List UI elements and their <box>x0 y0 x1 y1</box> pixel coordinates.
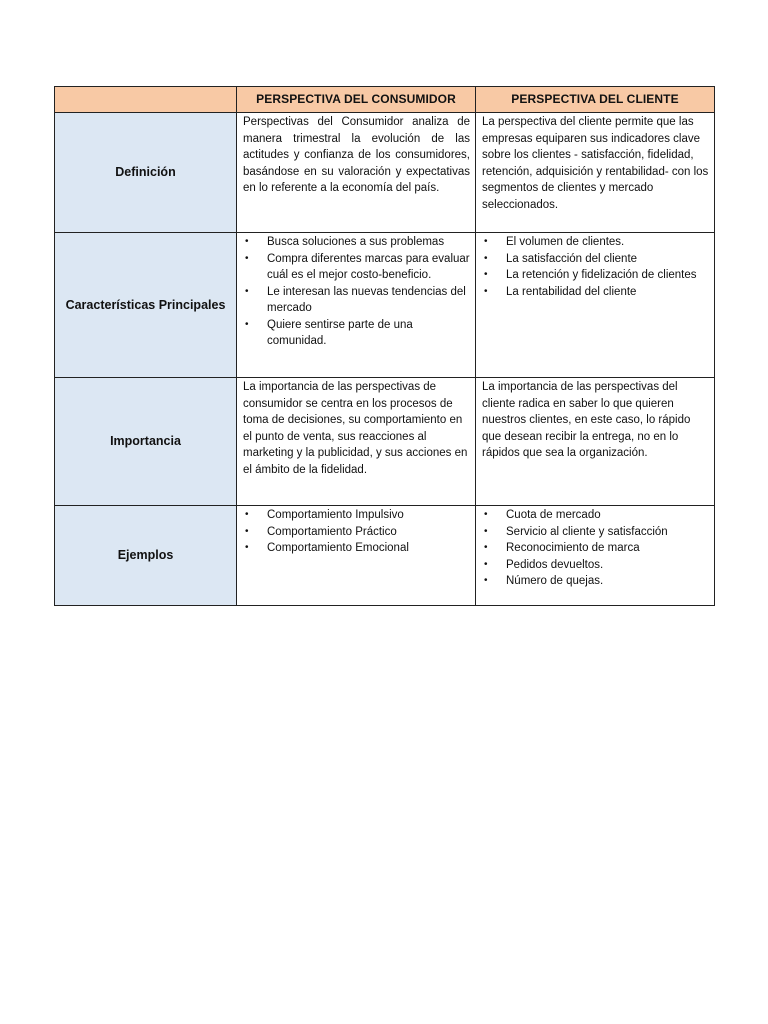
importancia-cliente-text: La importancia de las perspectivas del cliente radica en saber lo que quieren nuestros clientes, en este caso, lo rápido que desean recibir la entrega, no en lo rápidos que sea la organización. <box>482 381 691 459</box>
bullet-icon: • <box>484 525 488 537</box>
list-item-text: Reconocimiento de marca <box>506 542 640 554</box>
header-cliente: PERSPECTIVA DEL CLIENTE <box>476 87 715 113</box>
list-item <box>482 573 710 590</box>
bullet-icon: • <box>484 285 488 297</box>
definicion-consumidor-text: Perspectivas del Consumidor analiza de manera trimestral la evolución de las actitudes y confianza de los consumidores, basándose en su valoración y expectativas en lo referente a la economía del país. <box>243 116 470 194</box>
list-item <box>482 507 710 524</box>
bullet-icon: • <box>245 285 249 297</box>
list-item-text: La rentabilidad del cliente <box>506 285 637 298</box>
list-item <box>482 251 710 268</box>
list-item <box>482 267 710 284</box>
definicion-cliente-text: La perspectiva del cliente permite que las empresas equiparen sus indicadores clave sobre los clientes - satisfacción, fidelidad, retención, adquisición y rentabilidad- con los segmentos de clientes y mercado seleccionados. <box>482 116 709 211</box>
ejemplos-consumidor-list <box>237 506 475 559</box>
header-corner-cell <box>55 87 237 113</box>
cell-caracteristicas-consumidor <box>237 233 476 378</box>
row-label-definicion: Definición <box>55 113 237 233</box>
row-definicion <box>55 113 715 233</box>
list-item <box>482 557 710 574</box>
cell-definicion-consumidor <box>237 113 476 233</box>
list-item-text: La retención y fidelización de clientes <box>506 269 697 281</box>
bullet-icon: • <box>245 236 249 247</box>
cell-ejemplos-cliente <box>476 506 715 606</box>
cell-caracteristicas-cliente <box>476 233 715 378</box>
cell-ejemplos-consumidor <box>237 506 476 606</box>
bullet-icon: • <box>245 525 249 537</box>
list-item <box>482 284 710 301</box>
bullet-icon: • <box>484 558 488 570</box>
list-item-text: Comportamiento Impulsivo <box>267 509 404 521</box>
row-caracteristicas <box>55 233 715 378</box>
caracteristicas-consumidor-list <box>237 233 475 352</box>
bullet-icon: • <box>245 252 249 264</box>
row-label-ejemplos: Ejemplos <box>55 506 237 606</box>
bullet-icon: • <box>484 269 488 280</box>
row-importancia <box>55 378 715 506</box>
bullet-icon: • <box>245 542 249 553</box>
comparison-table <box>54 86 715 606</box>
list-item <box>243 524 471 541</box>
list-item <box>243 507 471 524</box>
list-item <box>243 284 471 317</box>
list-item-text: Cuota de mercado <box>506 509 601 521</box>
list-item-text: Quiere sentirse parte de una comunidad. <box>267 318 413 347</box>
bullet-icon: • <box>484 252 488 264</box>
cell-importancia-consumidor <box>237 378 476 506</box>
list-item-text: Comportamiento Emocional <box>267 542 409 554</box>
row-ejemplos <box>55 506 715 606</box>
list-item <box>482 540 710 557</box>
bullet-icon: • <box>484 542 488 553</box>
cell-definicion-cliente <box>476 113 715 233</box>
list-item-text: Pedidos devueltos. <box>506 558 604 571</box>
list-item <box>482 524 710 541</box>
list-item-text: Le interesan las nuevas tendencias del mercado <box>267 285 466 314</box>
bullet-icon: • <box>484 509 488 520</box>
importancia-consumidor-text: La importancia de las perspectivas de consumidor se centra en los procesos de toma de decisiones, su comportamiento en el punto de venta, sus reacciones al marketing y la publicidad, y sus acciones en el ámbito de la fidelidad. <box>243 381 468 476</box>
list-item-text: Compra diferentes marcas para evaluar cuál es el mejor costo-beneficio. <box>267 252 470 281</box>
header-row <box>55 87 715 113</box>
ejemplos-cliente-list <box>476 506 714 592</box>
cell-importancia-cliente <box>476 378 715 506</box>
bullet-icon: • <box>484 236 488 247</box>
caracteristicas-cliente-list <box>476 233 714 302</box>
header-consumidor: PERSPECTIVA DEL CONSUMIDOR <box>237 87 476 113</box>
list-item <box>243 540 471 557</box>
list-item <box>243 317 471 350</box>
bullet-icon: • <box>245 509 249 520</box>
list-item-text: Servicio al cliente y satisfacción <box>506 525 668 538</box>
bullet-icon: • <box>245 318 249 330</box>
list-item <box>243 234 471 251</box>
list-item-text: Busca soluciones a sus problemas <box>267 236 445 248</box>
list-item-text: Comportamiento Práctico <box>267 525 397 538</box>
list-item-text: El volumen de clientes. <box>506 236 625 248</box>
row-label-importancia: Importancia <box>55 378 237 506</box>
list-item <box>482 234 710 251</box>
list-item <box>243 251 471 284</box>
list-item-text: Número de quejas. <box>506 575 604 587</box>
bullet-icon: • <box>484 575 488 586</box>
row-label-caracteristicas: Características Principales <box>55 233 237 378</box>
list-item-text: La satisfacción del cliente <box>506 252 638 265</box>
